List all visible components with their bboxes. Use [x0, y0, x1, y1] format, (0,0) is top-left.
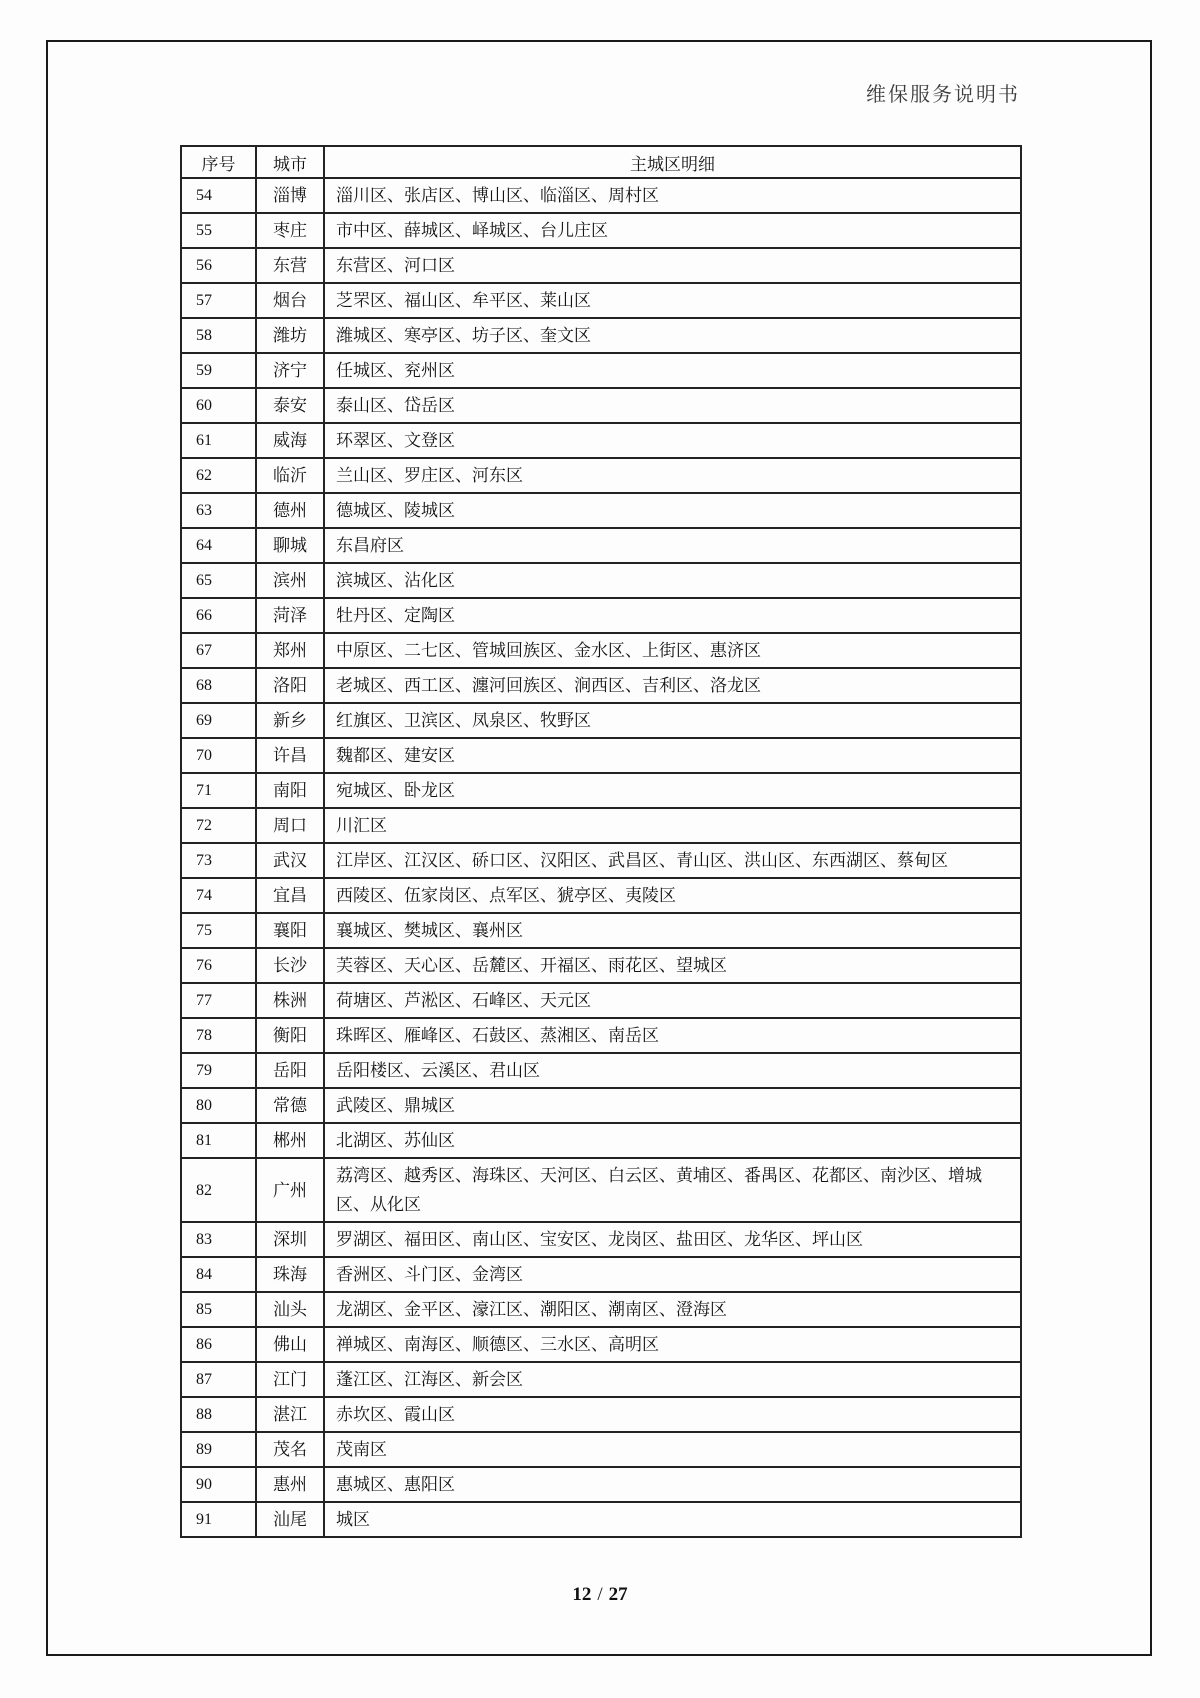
- districts-cell: 武陵区、鼎城区: [324, 1088, 1021, 1123]
- row-number-cell: 68: [181, 668, 256, 703]
- row-number-cell: 84: [181, 1257, 256, 1292]
- city-cell: 珠海: [256, 1257, 324, 1292]
- table-row: [181, 913, 1021, 948]
- districts-cell: 茂南区: [324, 1432, 1021, 1467]
- city-cell: 佛山: [256, 1327, 324, 1362]
- districts-cell: 德城区、陵城区: [324, 493, 1021, 528]
- row-number-cell: 61: [181, 423, 256, 458]
- table-row: [181, 178, 1021, 213]
- row-number-cell: 82: [181, 1158, 256, 1222]
- row-number-cell: 72: [181, 808, 256, 843]
- districts-cell: 惠城区、惠阳区: [324, 1467, 1021, 1502]
- row-number-cell: 86: [181, 1327, 256, 1362]
- column-header-city: 城市: [256, 146, 324, 178]
- districts-cell: 禅城区、南海区、顺德区、三水区、高明区: [324, 1327, 1021, 1362]
- row-number-cell: 73: [181, 843, 256, 878]
- districts-cell: 牡丹区、定陶区: [324, 598, 1021, 633]
- districts-cell: 川汇区: [324, 808, 1021, 843]
- districts-cell: 城区: [324, 1502, 1021, 1537]
- table-row: [181, 668, 1021, 703]
- districts-cell: 蓬江区、江海区、新会区: [324, 1362, 1021, 1397]
- city-cell: 株洲: [256, 983, 324, 1018]
- city-cell: 武汉: [256, 843, 324, 878]
- table-row: [181, 598, 1021, 633]
- districts-cell: 环翠区、文登区: [324, 423, 1021, 458]
- row-number-cell: 79: [181, 1053, 256, 1088]
- row-number-cell: 63: [181, 493, 256, 528]
- table-row: [181, 1053, 1021, 1088]
- districts-cell: 珠晖区、雁峰区、石鼓区、蒸湘区、南岳区: [324, 1018, 1021, 1053]
- table-row: [181, 738, 1021, 773]
- table-row: [181, 1123, 1021, 1158]
- city-cell: 衡阳: [256, 1018, 324, 1053]
- city-cell: 江门: [256, 1362, 324, 1397]
- row-number-cell: 54: [181, 178, 256, 213]
- table-row: [181, 283, 1021, 318]
- row-number-cell: 90: [181, 1467, 256, 1502]
- districts-cell: 岳阳楼区、云溪区、君山区: [324, 1053, 1021, 1088]
- city-cell: 东营: [256, 248, 324, 283]
- city-cell: 广州: [256, 1158, 324, 1222]
- districts-cell: 赤坎区、霞山区: [324, 1397, 1021, 1432]
- city-districts-table: [180, 145, 1022, 1538]
- row-number-cell: 85: [181, 1292, 256, 1327]
- districts-cell: 芝罘区、福山区、牟平区、莱山区: [324, 283, 1021, 318]
- row-number-cell: 89: [181, 1432, 256, 1467]
- districts-cell: 市中区、薛城区、峄城区、台儿庄区: [324, 213, 1021, 248]
- city-cell: 岳阳: [256, 1053, 324, 1088]
- row-number-cell: 65: [181, 563, 256, 598]
- document-header-title: 维保服务说明书: [866, 84, 1020, 106]
- city-cell: 湛江: [256, 1397, 324, 1432]
- city-cell: 新乡: [256, 703, 324, 738]
- table-row: [181, 248, 1021, 283]
- table-row: [181, 983, 1021, 1018]
- city-cell: 惠州: [256, 1467, 324, 1502]
- city-cell: 临沂: [256, 458, 324, 493]
- row-number-cell: 66: [181, 598, 256, 633]
- row-number-cell: 55: [181, 213, 256, 248]
- table-row: [181, 458, 1021, 493]
- table-row: [181, 878, 1021, 913]
- table-row: [181, 318, 1021, 353]
- table-row: [181, 213, 1021, 248]
- row-number-cell: 59: [181, 353, 256, 388]
- city-cell: 周口: [256, 808, 324, 843]
- page-number-total: 27: [608, 1584, 628, 1605]
- table-row: [181, 1018, 1021, 1053]
- table-row: [181, 423, 1021, 458]
- city-cell: 襄阳: [256, 913, 324, 948]
- city-cell: 烟台: [256, 283, 324, 318]
- city-cell: 茂名: [256, 1432, 324, 1467]
- districts-cell: 香洲区、斗门区、金湾区: [324, 1257, 1021, 1292]
- page-number-current: 12: [572, 1584, 592, 1605]
- row-number-cell: 71: [181, 773, 256, 808]
- city-cell: 许昌: [256, 738, 324, 773]
- city-cell: 常德: [256, 1088, 324, 1123]
- districts-cell: 龙湖区、金平区、濠江区、潮阳区、潮南区、澄海区: [324, 1292, 1021, 1327]
- city-cell: 洛阳: [256, 668, 324, 703]
- table-row: [181, 353, 1021, 388]
- city-cell: 德州: [256, 493, 324, 528]
- city-cell: 汕头: [256, 1292, 324, 1327]
- table-row: [181, 1362, 1021, 1397]
- table-row: [181, 843, 1021, 878]
- page-number-separator: /: [597, 1584, 603, 1605]
- table-row: [181, 1158, 1021, 1222]
- districts-cell: 魏都区、建安区: [324, 738, 1021, 773]
- table-header-row: [181, 146, 1021, 178]
- table-header: [181, 146, 1021, 178]
- table-row: [181, 1257, 1021, 1292]
- table-row: [181, 1432, 1021, 1467]
- row-number-cell: 76: [181, 948, 256, 983]
- row-number-cell: 64: [181, 528, 256, 563]
- city-cell: 济宁: [256, 353, 324, 388]
- table-row: [181, 1222, 1021, 1257]
- row-number-cell: 58: [181, 318, 256, 353]
- city-cell: 深圳: [256, 1222, 324, 1257]
- column-header-number: 序号: [181, 146, 256, 178]
- row-number-cell: 60: [181, 388, 256, 423]
- row-number-cell: 67: [181, 633, 256, 668]
- districts-cell: 滨城区、沾化区: [324, 563, 1021, 598]
- table-row: [181, 493, 1021, 528]
- table-row: [181, 1327, 1021, 1362]
- city-cell: 长沙: [256, 948, 324, 983]
- row-number-cell: 70: [181, 738, 256, 773]
- city-cell: 宜昌: [256, 878, 324, 913]
- table-row: [181, 703, 1021, 738]
- districts-cell: 中原区、二七区、管城回族区、金水区、上街区、惠济区: [324, 633, 1021, 668]
- table-row: [181, 1467, 1021, 1502]
- row-number-cell: 77: [181, 983, 256, 1018]
- table-row: [181, 1088, 1021, 1123]
- table-row: [181, 948, 1021, 983]
- row-number-cell: 78: [181, 1018, 256, 1053]
- table-row: [181, 388, 1021, 423]
- districts-cell: 东昌府区: [324, 528, 1021, 563]
- row-number-cell: 56: [181, 248, 256, 283]
- row-number-cell: 83: [181, 1222, 256, 1257]
- column-header-districts: 主城区明细: [324, 146, 1021, 178]
- districts-cell: 荷塘区、芦淞区、石峰区、天元区: [324, 983, 1021, 1018]
- districts-cell: 红旗区、卫滨区、凤泉区、牧野区: [324, 703, 1021, 738]
- districts-cell: 北湖区、苏仙区: [324, 1123, 1021, 1158]
- table-body: [181, 178, 1021, 1537]
- districts-cell: 宛城区、卧龙区: [324, 773, 1021, 808]
- table-row: [181, 1397, 1021, 1432]
- table-row: [181, 808, 1021, 843]
- city-cell: 聊城: [256, 528, 324, 563]
- districts-cell: 潍城区、寒亭区、坊子区、奎文区: [324, 318, 1021, 353]
- row-number-cell: 81: [181, 1123, 256, 1158]
- table-row: [181, 528, 1021, 563]
- table-row: [181, 773, 1021, 808]
- districts-cell: 西陵区、伍家岗区、点军区、猇亭区、夷陵区: [324, 878, 1021, 913]
- city-cell: 郴州: [256, 1123, 324, 1158]
- districts-cell: 芙蓉区、天心区、岳麓区、开福区、雨花区、望城区: [324, 948, 1021, 983]
- table-row: [181, 1292, 1021, 1327]
- districts-cell: 泰山区、岱岳区: [324, 388, 1021, 423]
- row-number-cell: 62: [181, 458, 256, 493]
- city-cell: 汕尾: [256, 1502, 324, 1537]
- city-cell: 淄博: [256, 178, 324, 213]
- table-row: [181, 1502, 1021, 1537]
- table-row: [181, 633, 1021, 668]
- city-cell: 潍坊: [256, 318, 324, 353]
- districts-cell: 东营区、河口区: [324, 248, 1021, 283]
- row-number-cell: 91: [181, 1502, 256, 1537]
- row-number-cell: 57: [181, 283, 256, 318]
- city-cell: 枣庄: [256, 213, 324, 248]
- row-number-cell: 75: [181, 913, 256, 948]
- city-cell: 滨州: [256, 563, 324, 598]
- districts-cell: 襄城区、樊城区、襄州区: [324, 913, 1021, 948]
- city-cell: 南阳: [256, 773, 324, 808]
- city-cell: 郑州: [256, 633, 324, 668]
- row-number-cell: 88: [181, 1397, 256, 1432]
- districts-cell: 老城区、西工区、瀍河回族区、涧西区、吉利区、洛龙区: [324, 668, 1021, 703]
- districts-cell: 江岸区、江汉区、硚口区、汉阳区、武昌区、青山区、洪山区、东西湖区、蔡甸区: [324, 843, 1021, 878]
- page-footer: [0, 1584, 1200, 1606]
- row-number-cell: 87: [181, 1362, 256, 1397]
- city-cell: 泰安: [256, 388, 324, 423]
- districts-cell: 荔湾区、越秀区、海珠区、天河区、白云区、黄埔区、番禺区、花都区、南沙区、增城区、从化区: [324, 1158, 1021, 1222]
- row-number-cell: 80: [181, 1088, 256, 1123]
- table-row: [181, 563, 1021, 598]
- districts-cell: 任城区、兖州区: [324, 353, 1021, 388]
- districts-cell: 罗湖区、福田区、南山区、宝安区、龙岗区、盐田区、龙华区、坪山区: [324, 1222, 1021, 1257]
- districts-cell: 淄川区、张店区、博山区、临淄区、周村区: [324, 178, 1021, 213]
- districts-cell: 兰山区、罗庄区、河东区: [324, 458, 1021, 493]
- city-cell: 威海: [256, 423, 324, 458]
- row-number-cell: 74: [181, 878, 256, 913]
- row-number-cell: 69: [181, 703, 256, 738]
- city-cell: 菏泽: [256, 598, 324, 633]
